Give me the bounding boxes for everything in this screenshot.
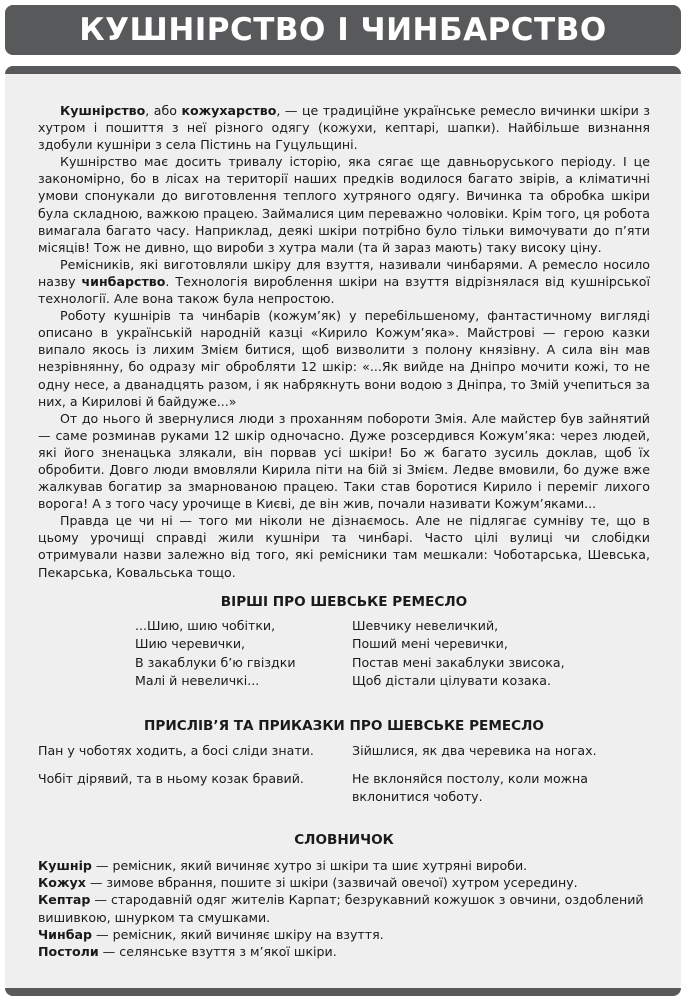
- glossary: [38, 857, 650, 960]
- article: [38, 102, 650, 581]
- poem-line: Поший мені черевички,: [352, 636, 508, 652]
- poem-line: Постав мені закаблуки звисока,: [352, 654, 565, 670]
- poem-right: [352, 617, 565, 690]
- poem-line: Малі й невеличкі...: [135, 672, 260, 688]
- glossary-definition: — селянське взуття з м’якої шкіри.: [98, 944, 337, 960]
- term-kozhukharstvo: кожухарство: [181, 103, 277, 118]
- glossary-term: Кушнір: [38, 858, 92, 873]
- poem-line: Шевчику невеличкий,: [352, 618, 499, 633]
- glossary-definition: — стародавній одяг жителів Карпат; безрукавний кожушок з овчини, оздоблений вишивкою, шнурком та смушками.: [38, 892, 644, 925]
- glossary-definition: — зимове вбрання, пошите зі шкіри (зазвичай овечої) хутром усередину.: [85, 875, 578, 891]
- article-text: , або: [145, 103, 182, 118]
- poem-left: [135, 617, 296, 690]
- article-paragraph-2: Кушнірство має досить тривалу історію, яка сягає ще давньоруського періоду. І це закономірно, бо в лісах на території наших предків водилося багато звірів, а кліматичні умови спонукали до виготовлення теплого хутряного одягу. Вичинка та обробка шкіри була складною, важкою працею. Займалися цим переважно чоловіки. Крім того, ця робота вимагала багато часу. Наприклад, деякі шкіри потрібно було тільки вимочувати до п’яти місяців! Тож не дивно, що вироби з хутра мали (та й зараз мають) таку високу ціну.: [38, 154, 650, 255]
- poems-heading: ВІРШІ ПРО ШЕВСЬКЕ РЕМЕСЛО: [220, 594, 468, 610]
- poem-line: ...Шию, шию чобітки,: [135, 618, 276, 633]
- poem-line: Шию черевички,: [135, 636, 246, 652]
- poem-line: В закаблуки б’ю гвіздки: [135, 654, 296, 670]
- article-text: . Технологія вироблення шкіри на взуття відрізнялася від кушнірської технології. Але вона також була непростою.: [38, 273, 651, 307]
- glossary-definition: — ремісник, який вичиняє хутро зі шкіри та шиє хутряні вироби.: [91, 858, 528, 873]
- term-kushnirstvo: Кушнірство: [60, 103, 146, 118]
- article-text: , — це традиційне українське ремесло вичинки шкіри з хутром і пошиття з неї різного одягу (кожухи, кептарі, шапки). Найбільше визнання здобули кушніри з села Пістинь на Гуцульщині.: [38, 103, 650, 153]
- page-title: КУШНІРСТВО І ЧИНБАРСТВО: [79, 12, 607, 48]
- article-paragraph-6: Правда це чи ні — того ми ніколи не дізнаємось. Але не підлягає сумніву те, що в цьому урочищі справді жили кушніри та чинбарі. Часто цілі вулиці чи слобідки отримували назви залежно від того, які ремісники там мешкали: Чоботарська, Шевська, Пекарська, Ковальська тощо.: [38, 513, 650, 580]
- glossary-heading: СЛОВНИЧОК: [294, 832, 394, 848]
- glossary-term: Чинбар: [38, 926, 93, 942]
- article-paragraph-5: От до нього й звернулися люди з проханням побороти Змія. Але майстер був зайнятий — саме розминав руками 12 шкір одночасно. Дуже розсердився Кожум’яка: через людей, які його зненацька злякали, він порвав усі шкіри! Бо ж багато зусиль доклав, щоб їх обробити. Довго люди вмовляли Кирила піти на бій зі Змієм. Ледве вмовили, бо дуже вже жалкував богатир за змарнованою працею. Таки став боротися Кирило і переміг лихого ворога! А з того часу урочище в Києві, де він жив, почали називати Кожум’яками...: [38, 410, 650, 512]
- proverb-item: Не вклоняйся постолу, коли можна вклонитися чоботу.: [352, 771, 588, 804]
- glossary-item: [38, 943, 650, 960]
- article-text: Ремісників, які виготовляли шкіру для взуття, називали чинбарями. А ремесло носило назву: [38, 256, 650, 289]
- proverb-item: Зійшлися, як два черевика на ногах.: [352, 743, 597, 758]
- glossary-term: Постоли: [38, 944, 99, 960]
- proverb-item: Пан у чоботях ходить, а босі сліди знати.: [38, 743, 314, 758]
- article-paragraph-1: [38, 102, 650, 153]
- glossary-item: [38, 874, 650, 891]
- title-bar: [5, 5, 681, 55]
- article-paragraph-4: Роботу кушнірів та чинбарів (кожум’як) у перебільшеному, фантастичному вигляді описано в українській народній казці «Кирило Кожум’яка». Майстрові — герою казки випало якось із лихим Змієм битися, щоб визволити з полону князівну. А сила він мав незрівнянну, бо одразу міг обробляти 12 шкір: «...Як вийде на Дніпро мочити кожі, то не одну несе, а дванадцять разом, і як набрякнуть вони водою з Дніпра, то Змій учепиться за них, а Кирилові й байдуже...»: [38, 308, 650, 409]
- glossary-item: [38, 926, 650, 943]
- proverbs-heading: ПРИСЛІВ’Я ТА ПРИКАЗКИ ПРО ШЕВСЬКЕ РЕМЕСЛО: [144, 718, 544, 734]
- glossary-term: Кожух: [38, 875, 86, 891]
- proverb-item: Чобіт дірявий, та в ньому козак бравий.: [38, 771, 304, 786]
- glossary-term: Кептар: [38, 892, 91, 908]
- article-paragraph-3: [38, 256, 650, 307]
- term-chynbarstvo: чинбарство: [81, 273, 166, 289]
- poem-line: Щоб дістали цілувати козака.: [352, 672, 551, 688]
- glossary-item: [38, 857, 650, 874]
- glossary-item: [38, 891, 650, 925]
- glossary-definition: — ремісник, який вичиняє шкіру на взуття.: [92, 926, 384, 942]
